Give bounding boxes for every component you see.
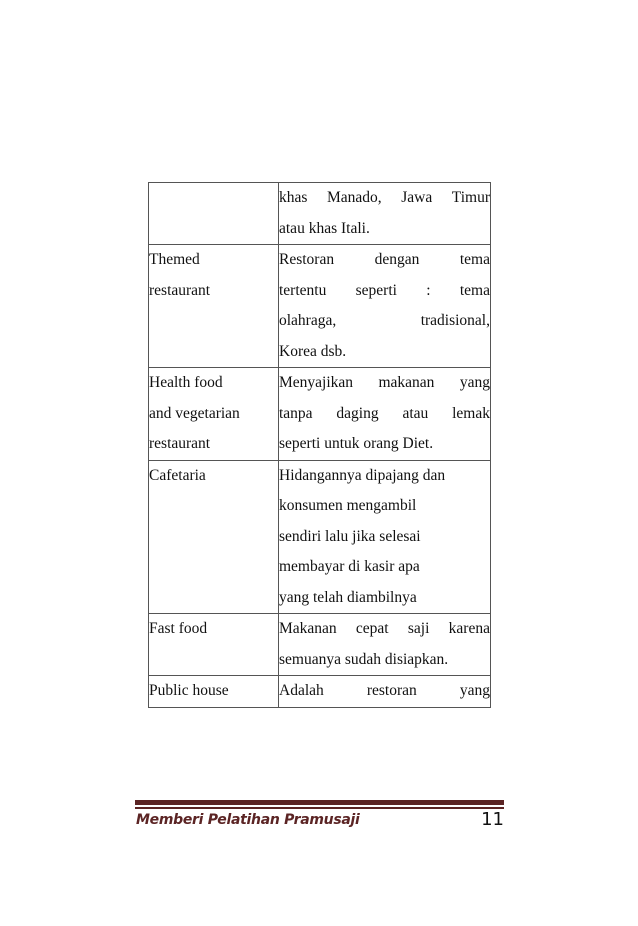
term-line: Cafetaria (149, 466, 206, 484)
term-line: restaurant (149, 435, 211, 452)
description-line: Adalah restoran yang (279, 682, 490, 699)
term-line: Themed (149, 251, 200, 268)
term-line: Health food (149, 374, 223, 391)
description-line: olahraga, tradisional, (279, 312, 490, 329)
table-row (149, 460, 491, 614)
description-cell (279, 368, 491, 461)
footer-rule-thin (135, 807, 504, 809)
footer-rule (135, 800, 504, 809)
table-row (149, 183, 491, 245)
description-line: tertentu seperti : tema (279, 281, 490, 299)
description-cell (279, 676, 491, 708)
description-line: Hidangannya dipajang dan (279, 466, 446, 484)
table-row (149, 676, 491, 708)
footer-title: Memberi Pelatihan Pramusaji (136, 812, 360, 828)
description-line: Restoran dengan tema (279, 251, 490, 268)
term-line: restaurant (149, 281, 211, 299)
description-line: Korea dsb. (279, 342, 347, 360)
term-cell (149, 460, 279, 614)
term-cell (149, 676, 279, 708)
term-line: Fast food (149, 620, 208, 637)
description-cell (279, 183, 491, 245)
page-number: 11 (481, 809, 504, 830)
description-line: Menyajikan makanan yang (279, 374, 490, 391)
description-line: seperti untuk orang Diet. (279, 435, 434, 452)
term-line: Public house (149, 682, 229, 699)
description-line: konsumen mengambil (279, 497, 417, 514)
description-line: semuanya sudah disiapkan. (279, 650, 449, 668)
table-body (149, 183, 491, 708)
term-cell (149, 245, 279, 368)
footer-rule-thick (135, 800, 504, 805)
description-line: Makanan cepat saji karena (279, 620, 490, 637)
description-line: membayar di kasir apa (279, 558, 420, 575)
term-cell (149, 183, 279, 245)
description-cell (279, 614, 491, 676)
term-line: and vegetarian (149, 404, 240, 422)
term-cell (149, 368, 279, 461)
description-line: atau khas Itali. (279, 219, 370, 237)
description-line: tanpa daging atau lemak (279, 404, 490, 422)
term-cell (149, 614, 279, 676)
restaurant-types-table (148, 182, 491, 708)
table-row (149, 614, 491, 676)
description-cell (279, 460, 491, 614)
description-cell (279, 245, 491, 368)
description-line: khas Manado, Jawa Timur (279, 189, 490, 206)
description-line: sendiri lalu jika selesai (279, 527, 421, 545)
table-row (149, 368, 491, 461)
description-line: yang telah diambilnya (279, 588, 417, 606)
table-row (149, 245, 491, 368)
